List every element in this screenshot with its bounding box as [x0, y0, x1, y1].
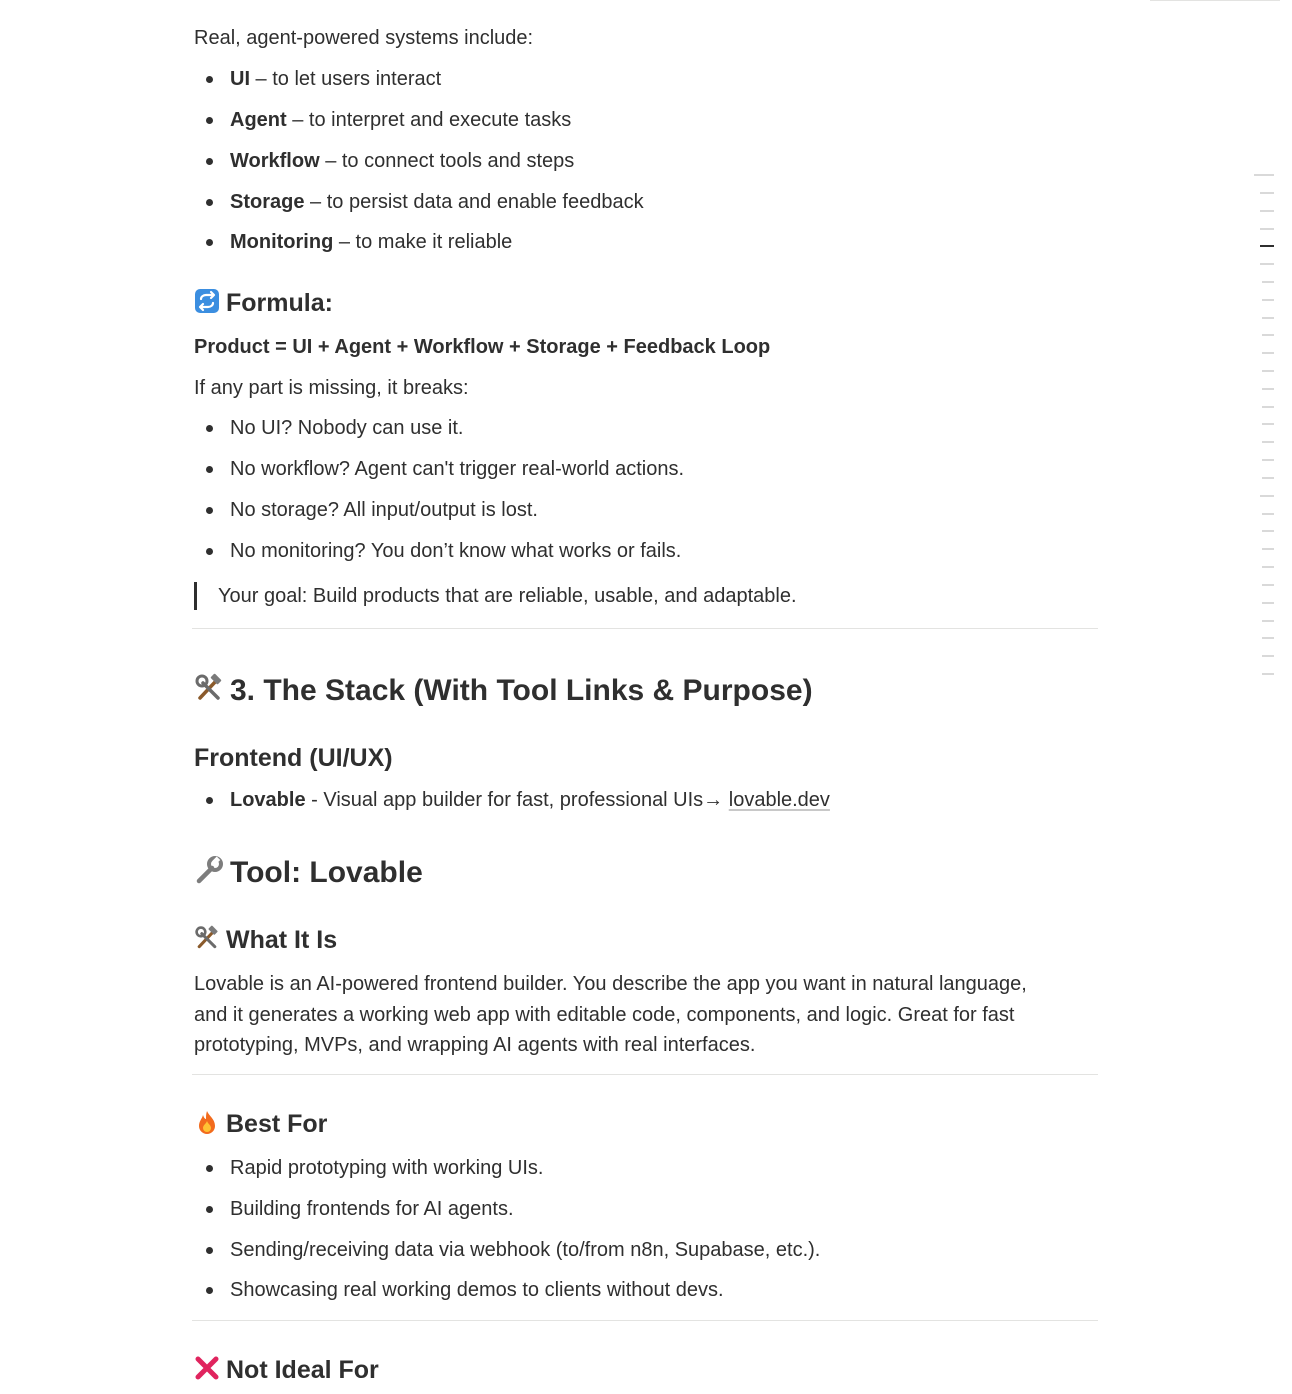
toc-line[interactable]	[1262, 530, 1274, 532]
formula-heading	[194, 287, 333, 322]
toc-line[interactable]	[1262, 548, 1274, 550]
list-item: Lovable - Visual app builder for fast, professional UIs→ lovable.dev	[194, 786, 830, 814]
tool-heading	[194, 854, 423, 895]
best-heading	[194, 1108, 327, 1143]
hammer-wrench-icon	[194, 925, 220, 959]
divider	[192, 628, 1098, 629]
divider	[192, 1320, 1098, 1321]
stack-heading-text: 3. The Stack (With Tool Links & Purpose)	[230, 674, 813, 707]
list-item: Monitoring – to make it reliable	[194, 228, 512, 256]
list-item: No storage? All input/output is lost.	[194, 496, 538, 524]
repeat-icon	[194, 288, 220, 322]
list-item: Workflow – to connect tools and steps	[194, 147, 574, 175]
toc-line[interactable]	[1262, 423, 1274, 425]
lovable-link[interactable]: lovable.dev	[728, 789, 830, 811]
best-heading-text: Best For	[226, 1110, 328, 1138]
list-item: UI – to let users interact	[194, 65, 441, 93]
fire-icon	[194, 1109, 220, 1143]
what-heading-text: What It Is	[226, 926, 338, 954]
list-item: No UI? Nobody can use it.	[194, 414, 463, 442]
list-item: Sending/receiving data via webhook (to/from n8n, Supabase, etc.).	[194, 1236, 820, 1264]
toc-line[interactable]	[1254, 174, 1274, 176]
paragraph-line: and it generates a working web app with editable code, components, and logic. Great for fast	[194, 1003, 1015, 1026]
what-heading	[194, 924, 337, 959]
toc-line[interactable]	[1262, 566, 1274, 568]
goal-quote: Your goal: Build products that are reliable, usable, and adaptable.	[194, 582, 797, 610]
toc-line[interactable]	[1262, 602, 1274, 604]
top-divider	[1150, 0, 1280, 1]
missing-intro: If any part is missing, it breaks:	[194, 377, 469, 399]
divider	[192, 1074, 1098, 1075]
toc-line[interactable]	[1260, 495, 1274, 497]
hammer-wrench-icon	[194, 673, 224, 713]
wrench-icon	[194, 855, 224, 895]
list-item: Agent – to interpret and execute tasks	[194, 106, 571, 134]
list-item: No workflow? Agent can't trigger real-world actions.	[194, 455, 684, 483]
list-item: Storage – to persist data and enable feedback	[194, 188, 644, 216]
toc-line[interactable]	[1260, 192, 1274, 194]
toc-line[interactable]	[1262, 513, 1274, 515]
toc-line[interactable]	[1262, 388, 1274, 390]
list-item: No monitoring? You don’t know what works or fails.	[194, 537, 681, 565]
list-item: Showcasing real working demos to clients without devs.	[194, 1276, 724, 1304]
toc-line[interactable]	[1262, 655, 1274, 657]
toc-line[interactable]	[1260, 228, 1274, 230]
toc-line[interactable]	[1262, 673, 1274, 675]
list-item: Building frontends for AI agents.	[194, 1195, 514, 1223]
stack-heading	[194, 672, 813, 713]
frontend-heading: Frontend (UI/UX)	[194, 744, 393, 772]
toc-line[interactable]	[1262, 406, 1274, 408]
tool-heading-text: Tool: Lovable	[230, 856, 423, 889]
cross-mark-icon	[194, 1355, 220, 1389]
toc-line-active[interactable]	[1260, 245, 1274, 247]
toc-line[interactable]	[1262, 441, 1274, 443]
toc-line[interactable]	[1262, 352, 1274, 354]
toc-line[interactable]	[1260, 210, 1274, 212]
toc-line[interactable]	[1262, 459, 1274, 461]
toc-line[interactable]	[1262, 317, 1274, 319]
toc-line[interactable]	[1262, 334, 1274, 336]
not-ideal-heading	[194, 1354, 379, 1389]
formula-equation: Product = UI + Agent + Workflow + Storage + Feedback Loop	[194, 336, 771, 358]
paragraph-line: prototyping, MVPs, and wrapping AI agents with real interfaces.	[194, 1034, 756, 1056]
table-of-contents-minimap[interactable]	[1252, 170, 1274, 690]
list-item: Rapid prototyping with working UIs.	[194, 1154, 543, 1182]
toc-line[interactable]	[1262, 637, 1274, 639]
not-ideal-heading-text: Not Ideal For	[226, 1356, 379, 1384]
toc-line[interactable]	[1262, 477, 1274, 479]
formula-heading-text: Formula:	[226, 289, 333, 317]
toc-line[interactable]	[1262, 584, 1274, 586]
toc-line[interactable]	[1260, 263, 1274, 265]
paragraph-line: Lovable is an AI-powered frontend builder. You describe the app you want in natural language,	[194, 973, 1027, 995]
what-paragraph	[194, 969, 1027, 1061]
toc-line[interactable]	[1262, 299, 1274, 301]
toc-line[interactable]	[1262, 281, 1274, 283]
intro-text: Real, agent-powered systems include:	[194, 27, 534, 49]
toc-line[interactable]	[1262, 620, 1274, 622]
toc-line[interactable]	[1262, 370, 1274, 372]
